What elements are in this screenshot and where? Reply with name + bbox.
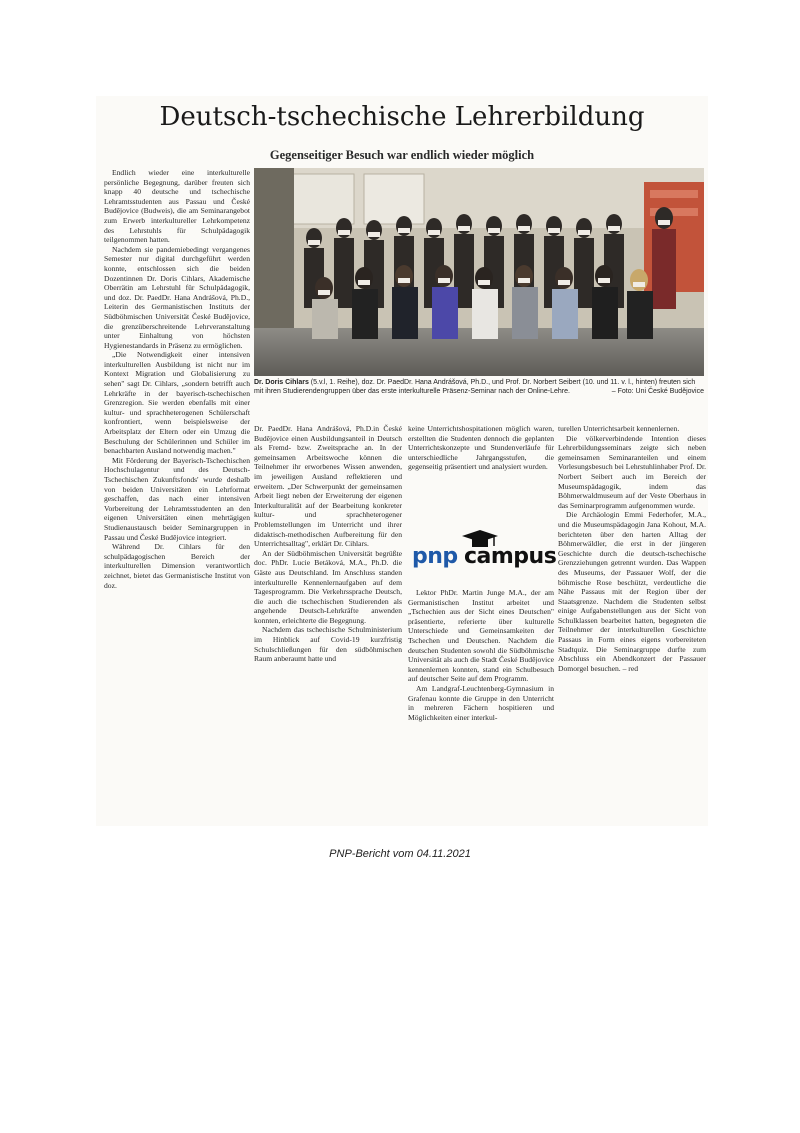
photo-credit: – Foto: Uni České Budějovice [611,388,704,395]
paragraph: Die Archäologin Emmi Federhofer, M.A., und die Museumspädagogin Jana Kohout, M.A. berichteten über den harten Alltag der Böhmerwäldler, die erst in der jüngeren Geschichte durch die deutsch-tschechische Grenzziehungen getrennt wurden. Das Wappen des Museums, der Passauer Wolf, der die böhmische Rose beschützt, verdeutliche die Nähe Passaus mit der Region über der Staatsgrenze. Nachdem die Studenten selbst einige Aufgabenstellungen aus der Sicht von Schulklassen bearbeitet hatten, begegneten die Teilnehmer der interkulturellen Geschichte Passaus in Form eines eigens vorbereiteten Stadtquiz. Die Seminargruppe durfte zum Abschluss ein Abendkonzert der Passauer Domorgel besuchen. – red [558,510,706,673]
article-column-3 [408,424,557,822]
caption-text: (5.v.l, 1. Reihe), doz. Dr. PaedDr. Hana Andrášová, Ph.D., und Prof. Dr. Norbert Seibert (10. und 11. v. l., hinten) freuten sich mit ihren Studierendengruppen über das erste interkulturelle Präsenz-Seminar nach der Online-Lehre. [254,379,696,395]
logo-campus: campus [464,544,557,569]
paragraph: Mit Förderung der Bayerisch-Tschechischen Hochschulagentur und des Deutsch-Tschechischen Zukunftsfonds' wurde deshalb von beiden Universitäten ein Lehrformat geschaffen, das nach einer intensiven Vorbereitung der Lehramtsstudenten an den eigenen Universitäten einen mehrtägigen Studienaustausch beider Seminargruppen in Passau und České Budějovice integriert. [104,455,250,542]
report-footer: PNP-Bericht vom 04.11.2021 [329,848,471,860]
paragraph: Während Dr. Cihlars für den schulpädagogischen Bereich der interkulturellen Dimension verantwortlich zeichnet, bietet das Germanistische Institut von doz. [104,542,250,590]
article-headline: Deutsch-tschechische Lehrerbildung [159,102,645,132]
group-photo-illustration [254,168,704,376]
newspaper-clipping [96,96,708,826]
article-column-4 [558,424,706,822]
paragraph: „Die Notwendigkeit einer intensiven interkulturellen Ausbildung ist nicht nur im Kontext Migration und Globalisierung zu sehen" sagt Dr. Cihlars, „sondern betrifft auch Lehrkräfte in der bayerisch-tschechischen Grenzregion. Sie werden ebenfalls mit einer kultur- und sprachheterogenen Schülerschaft konfrontiert, wenn beispielsweise der Arbeitsplatz der Eltern oder ein Umzug die Beschulung der Schülerinnen und Schüler im benachbarten Ausland notwendig machen." [104,350,250,456]
paragraph: turellen Unterrichtsarbeit kennenlernen. [558,424,680,433]
paragraph: Am Landgraf-Leuchtenberg-Gymnasium in Grafenau konnte die Gruppe in den Unterricht in mehreren Fächern hospitieren und Möglichkeiten einer interkul- [408,683,554,722]
photo-caption [254,378,704,396]
paragraph: Endlich wieder eine interkulturelle persönliche Begegnung, darüber freuten sich knapp 40 deutsche und tschechische Lehramtsstudenten aus Passau und České Budějovice (Budweis), die am Seminarangebot zum Erwerb interkultureller Lehrkompetenz des Lehrstuhls für Schulpädagogik teilgenommen hatten. [104,168,250,245]
article-column-2 [254,424,402,822]
article-column-1 [104,168,250,818]
group-photo [254,168,704,376]
paragraph: Die völkerverbindende Intention dieses Lehrerbildungsseminars zeigte sich neben gemeinsamen Seminaranteilen und einem Vorlesungsbesuch bei Lehrstuhlinhaber Prof. Dr. Norbert Seibert auch im Bereich der Museumspädagogik, indem das Böhmerwaldmuseum auf der Veste Oberhaus in das Seminarprogramm aufgenommen wurde. [558,433,706,510]
logo-pnp: pnp [412,544,458,569]
pnp-campus-logo [412,530,557,580]
paragraph: Nachdem das tschechische Schulministerium im Hinblick auf Covid-19 kurzfristig Schulschließungen für den südböhmischen Raum anberaumt hatte und [254,625,402,664]
paragraph: Dr. PaedDr. Hana Andrášová, Ph.D.in České Budějovice einen Ausbildungsanteil in Deutsch als Fremd- bzw. Zweitsprache an. In der gemeinsamen Arbeitswoche können die Teilnehmer ihr erworbenes Wissen anwenden, im jeweiligen Ausland reflektieren und erweitern. „Der Schwerpunkt der gemeinsamen Arbeit liegt neben der Erweiterung der eigenen Interkulturalität auf der Bearbeitung konkreter kultur- und sprachheterogener Problemstellungen im Unterricht und ihrer didaktisch-methodischen Aufbereitung für den Unterrichtsalltag", erklärt Dr. Cihlars. [254,424,402,549]
caption-name: Dr. Doris Cihlars [254,379,309,386]
paragraph: Nachdem sie pandemiebedingt vergangenes Semester nur digital durchgeführt werden konnte, entschlossen sich die beiden Dozentinnen Dr. Doris Cihlars, Akademische Oberrätin am Lehrstuhl für Schulpädagogik, und doz. Dr. PaedDr. Hana Andrášová, Ph.D., Leiterin des Germanistischen Instituts der Südböhmischen Universität České Budějovice, die grenzüberschreitende Lehrveranstaltung unter Einhaltung von höchsten Hygienestandards in Präsenz zu ermöglichen. [104,244,250,350]
article-subheadline: Gegenseitiger Besuch war endlich wieder möglich [269,148,535,162]
paragraph: Lektor PhDr. Martin Junge M.A., der am Germanistischen Institut arbeitet und „Tschechien aus der Sicht eines Deutschen" präsentierte, referierte über kulturelle Unterschiede und Gemeinsamkeiten der Tschechen und Deutschen. Nachdem die deutschen Studenten sowohl die Südböhmische Universität als auch die Stadt České Budějovice kennenlernen konnten, stand ein Schulbesuch auf deutscher Seite auf dem Programm. [408,588,554,684]
paragraph: An der Südböhmischen Universität begrüßte doc. PhDr. Lucie Betáková, M.A., Ph.D. die Gäste aus Deutschland. Im Anschluss standen interkulturelle Kennenlernaufgaben auf dem Tagesprogramm. Die Verkehrssprache Deutsch, die auch die tschechischen Studierenden als angehende Deutsch-Lehrkräfte anwenden konnten, erleichterte die Begegnung. [254,548,402,625]
paragraph: keine Unterrichtshospitationen möglich waren, erstellten die Studenten dennoch die geplanten Unterrichtskonzepte und Stundenverläufe für unterschiedliche Jahrgangsstufen, die gegenseitig präsentiert und analysiert wurden. [408,424,554,472]
